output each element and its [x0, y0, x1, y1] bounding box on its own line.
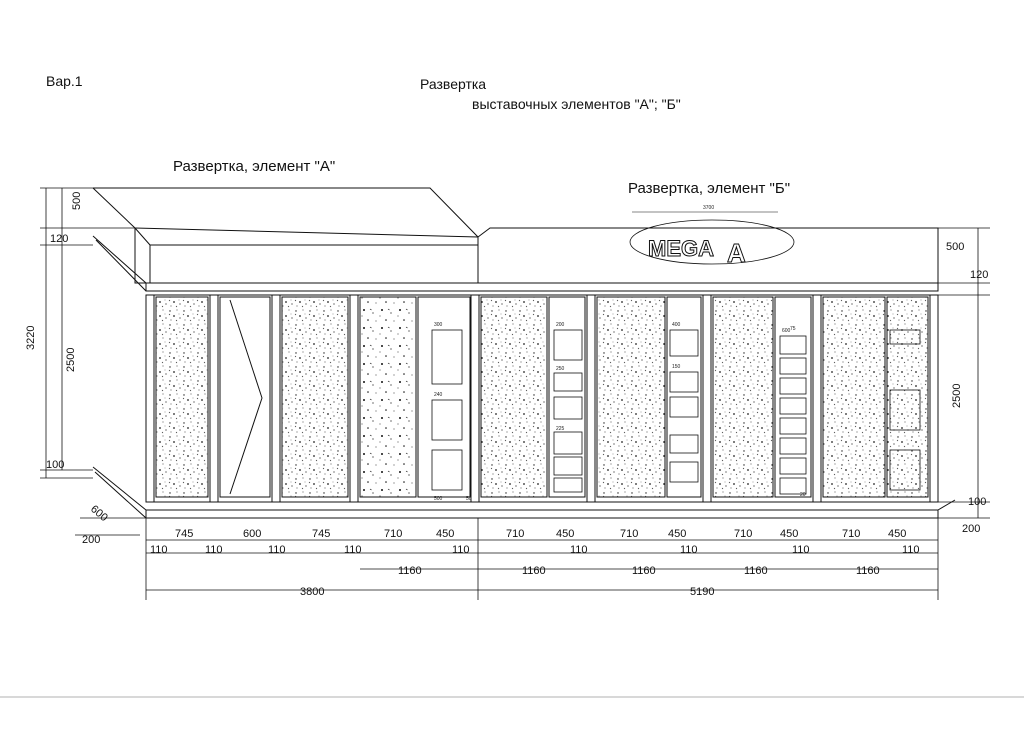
svg-text:450: 450	[668, 528, 687, 540]
dim-left-200: 200	[82, 534, 101, 546]
element-a-title: Развертка, элемент "А"	[173, 158, 336, 175]
svg-text:710: 710	[734, 528, 753, 540]
bottom-dimensions	[146, 518, 938, 600]
svg-text:225: 225	[556, 426, 565, 432]
svg-text:1160: 1160	[744, 565, 768, 577]
svg-text:450: 450	[780, 528, 799, 540]
fascia-element-a	[93, 188, 478, 283]
dim-left-2500: 2500	[65, 347, 77, 372]
svg-text:110: 110	[205, 544, 223, 556]
svg-text:110: 110	[452, 544, 470, 556]
svg-text:500: 500	[434, 496, 443, 502]
svg-text:110: 110	[150, 544, 168, 556]
svg-text:250: 250	[556, 366, 565, 372]
dim-left-3220: 3220	[25, 325, 37, 350]
svg-text:110: 110	[902, 544, 920, 556]
mega-logo	[630, 205, 794, 268]
svg-text:450: 450	[436, 528, 455, 540]
dim-left-100: 100	[46, 459, 65, 471]
svg-text:150: 150	[672, 364, 681, 370]
svg-text:450: 450	[888, 528, 907, 540]
dim-left-600: 600	[88, 503, 110, 525]
svg-text:1160: 1160	[856, 565, 880, 577]
dim-right-200: 200	[962, 523, 981, 535]
svg-text:710: 710	[842, 528, 861, 540]
bottom-row-b	[150, 544, 920, 556]
left-return	[93, 236, 146, 518]
svg-text:110: 110	[680, 544, 698, 556]
svg-text:710: 710	[384, 528, 403, 540]
dim-right-500: 500	[946, 241, 965, 253]
svg-text:745: 745	[312, 528, 331, 540]
svg-text:110: 110	[344, 544, 362, 556]
dim-right-100: 100	[968, 496, 987, 508]
svg-text:450: 450	[556, 528, 575, 540]
bottom-row-c	[398, 565, 880, 577]
plinth	[146, 500, 955, 518]
totals	[300, 586, 714, 598]
bottom-row-a	[175, 528, 906, 540]
svg-text:50: 50	[466, 496, 472, 502]
svg-text:600: 600	[782, 328, 791, 334]
svg-text:110: 110	[268, 544, 286, 556]
dim-right-2500: 2500	[951, 383, 963, 408]
svg-text:1160: 1160	[398, 565, 422, 577]
svg-text:240: 240	[434, 392, 443, 398]
dim-right-120: 120	[970, 269, 989, 281]
svg-text:200: 200	[556, 322, 565, 328]
sheet-title-line2: выставочных элементов "А"; "Б"	[472, 96, 681, 112]
svg-text:A: A	[727, 238, 746, 268]
svg-text:110: 110	[570, 544, 588, 556]
svg-text:5190: 5190	[690, 586, 715, 598]
svg-text:75: 75	[790, 326, 796, 332]
svg-text:110: 110	[792, 544, 810, 556]
svg-text:1160: 1160	[522, 565, 546, 577]
svg-text:1160: 1160	[632, 565, 656, 577]
svg-text:300: 300	[434, 322, 443, 328]
svg-text:710: 710	[506, 528, 525, 540]
svg-text:745: 745	[175, 528, 194, 540]
panels	[146, 295, 938, 502]
svg-text:400: 400	[672, 322, 681, 328]
svg-text:20: 20	[800, 492, 806, 498]
variant-label: Вар.1	[46, 73, 83, 89]
element-b-title: Развертка, элемент "Б"	[628, 180, 791, 197]
logo-width-dim: 3700	[703, 205, 715, 211]
dim-left-500: 500	[71, 191, 83, 210]
svg-text:MEGA: MEGA	[648, 236, 714, 261]
dim-left-120: 120	[50, 233, 69, 245]
svg-text:3800: 3800	[300, 586, 325, 598]
svg-text:710: 710	[620, 528, 639, 540]
svg-text:600: 600	[243, 528, 262, 540]
header-band	[135, 228, 938, 295]
sheet-title-line1: Развертка	[420, 76, 487, 92]
